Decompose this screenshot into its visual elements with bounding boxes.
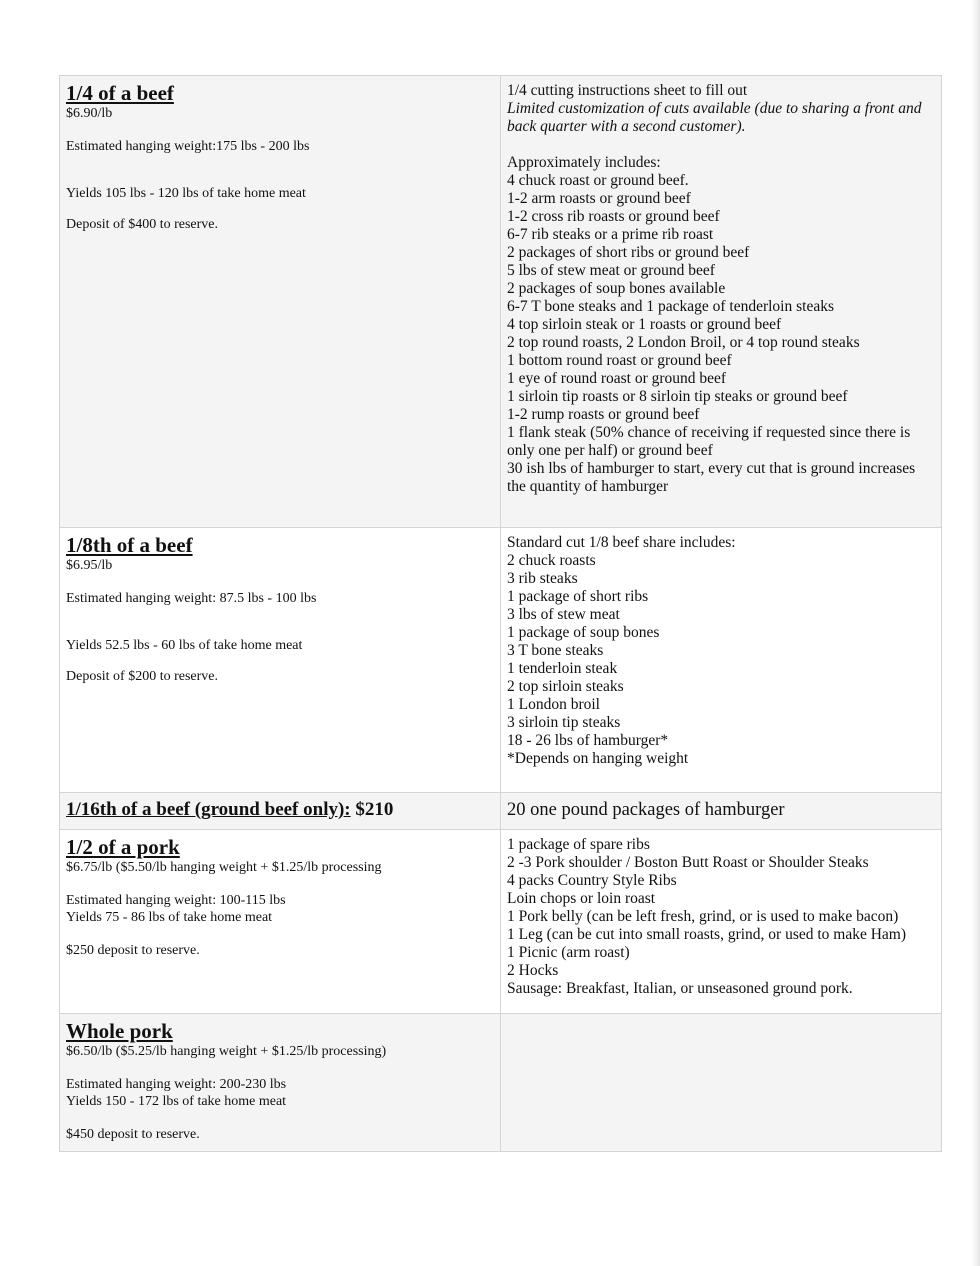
sixteenth-beef-title: 1/16th of a beef (ground beef only):: [66, 799, 351, 820]
list-item: 1 eye of round roast or ground beef: [507, 370, 727, 387]
list-item: 1-2 rump roasts or ground beef: [507, 406, 700, 423]
list-item: 4 chuck roast or ground beef.: [507, 172, 689, 189]
list-item: 3 T bone steaks: [507, 642, 604, 659]
whole-pork-price: $6.50/lb ($5.25/lb hanging weight + $1.25/lb processing): [66, 1044, 387, 1059]
eighth-beef-includes-header: Standard cut 1/8 beef share includes:: [507, 534, 736, 551]
list-item: 2 chuck roasts: [507, 552, 596, 569]
list-item: 18 - 26 lbs of hamburger*: [507, 732, 669, 749]
half-pork-hanging-weight: Estimated hanging weight: 100-115 lbs: [66, 893, 286, 908]
list-item: 3 sirloin tip steaks: [507, 714, 621, 731]
list-item: 1 bottom round roast or ground beef: [507, 352, 732, 369]
sixteenth-beef-summary: [60, 793, 501, 830]
list-item: 1 tenderloin steak: [507, 660, 618, 677]
whole-pork-title: Whole pork: [66, 1019, 173, 1043]
eighth-beef-deposit: Deposit of $200 to reserve.: [66, 669, 219, 684]
half-pork-deposit: $250 deposit to reserve.: [66, 943, 200, 958]
half-pork-yield: Yields 75 - 86 lbs of take home meat: [66, 910, 273, 925]
quarter-beef-details: [501, 76, 942, 528]
sixteenth-beef-row: [60, 793, 942, 830]
quarter-beef-row: [60, 76, 942, 528]
eighth-beef-yield: Yields 52.5 lbs - 60 lbs of take home meat: [66, 638, 303, 653]
sixteenth-beef-description: 20 one pound packages of hamburger: [501, 793, 942, 830]
eighth-beef-hanging-weight: Estimated hanging weight: 87.5 lbs - 100 lbs: [66, 591, 317, 606]
list-item: 1 Pork belly (can be left fresh, grind, or is used to make bacon): [507, 908, 899, 925]
list-item: 5 lbs of stew meat or ground beef: [507, 262, 715, 279]
quarter-beef-deposit: Deposit of $400 to reserve.: [66, 217, 219, 232]
list-item: 2 -3 Pork shoulder / Boston Butt Roast or Shoulder Steaks: [507, 854, 869, 871]
list-item: 1 flank steak (50% chance of receiving if requested since there is only one per half) or ground beef: [507, 424, 911, 459]
list-item: 1 sirloin tip roasts or 8 sirloin tip steaks or ground beef: [507, 388, 848, 405]
half-pork-details: [501, 830, 942, 1014]
quarter-beef-yield: Yields 105 lbs - 120 lbs of take home meat: [66, 186, 306, 201]
list-item: 30 ish lbs of hamburger to start, every cut that is ground increases the quantity of hamburger: [507, 460, 916, 495]
quarter-beef-title: 1/4 of a beef: [66, 81, 174, 105]
whole-pork-details-empty: [501, 1014, 942, 1152]
list-item: 2 top sirloin steaks: [507, 678, 624, 695]
list-item: Loin chops or loin roast: [507, 890, 656, 907]
list-item: 2 packages of soup bones available: [507, 280, 726, 297]
eighth-beef-price: $6.95/lb: [66, 558, 113, 573]
whole-pork-deposit: $450 deposit to reserve.: [66, 1127, 200, 1142]
list-item: 3 lbs of stew meat: [507, 606, 620, 623]
list-item: 1 Leg (can be cut into small roasts, grind, or used to make Ham): [507, 926, 907, 943]
eighth-beef-title: 1/8th of a beef: [66, 533, 193, 557]
list-item: 2 top round roasts, 2 London Broil, or 4 top round steaks: [507, 334, 860, 351]
quarter-beef-hanging-weight: Estimated hanging weight:175 lbs - 200 lbs: [66, 139, 310, 154]
quarter-beef-instructions: 1/4 cutting instructions sheet to fill out: [507, 82, 748, 99]
meat-share-table: [59, 75, 942, 1152]
quarter-beef-customization-note: Limited customization of cuts available (due to sharing a front and back quarter with a second customer).: [507, 100, 922, 135]
whole-pork-row: [60, 1014, 942, 1152]
list-item: 1-2 arm roasts or ground beef: [507, 190, 691, 207]
list-item: 1-2 cross rib roasts or ground beef: [507, 208, 720, 225]
half-pork-summary: [60, 830, 501, 1014]
list-item: 2 packages of short ribs or ground beef: [507, 244, 750, 261]
quarter-beef-summary: [60, 76, 501, 528]
quarter-beef-price: $6.90/lb: [66, 106, 113, 121]
half-pork-row: [60, 830, 942, 1014]
eighth-beef-row: [60, 528, 942, 793]
list-item: 3 rib steaks: [507, 570, 578, 587]
eighth-beef-summary: [60, 528, 501, 793]
eighth-beef-details: [501, 528, 942, 793]
list-item: 1 package of soup bones: [507, 624, 660, 641]
list-item: 6-7 rib steaks or a prime rib roast: [507, 226, 714, 243]
half-pork-price: $6.75/lb ($5.50/lb hanging weight + $1.25/lb processing: [66, 860, 382, 875]
list-item: 4 top sirloin steak or 1 roasts or ground beef: [507, 316, 782, 333]
page-edge-shadow: [972, 0, 980, 1266]
sixteenth-beef-price: $210: [355, 799, 394, 820]
list-item: 1 London broil: [507, 696, 600, 713]
list-item: 4 packs Country Style Ribs: [507, 872, 677, 889]
quarter-beef-includes-header: Approximately includes:: [507, 154, 661, 171]
list-item: 1 package of short ribs: [507, 588, 649, 605]
list-item: *Depends on hanging weight: [507, 750, 689, 767]
list-item: 2 Hocks: [507, 962, 559, 979]
list-item: Sausage: Breakfast, Italian, or unseasoned ground pork.: [507, 980, 853, 997]
half-pork-title: 1/2 of a pork: [66, 835, 180, 859]
list-item: 6-7 T bone steaks and 1 package of tenderloin steaks: [507, 298, 834, 315]
whole-pork-summary: [60, 1014, 501, 1152]
whole-pork-yield: Yields 150 - 172 lbs of take home meat: [66, 1094, 287, 1109]
list-item: 1 Picnic (arm roast): [507, 944, 630, 961]
list-item: 1 package of spare ribs: [507, 836, 650, 853]
whole-pork-hanging-weight: Estimated hanging weight: 200-230 lbs: [66, 1077, 287, 1092]
